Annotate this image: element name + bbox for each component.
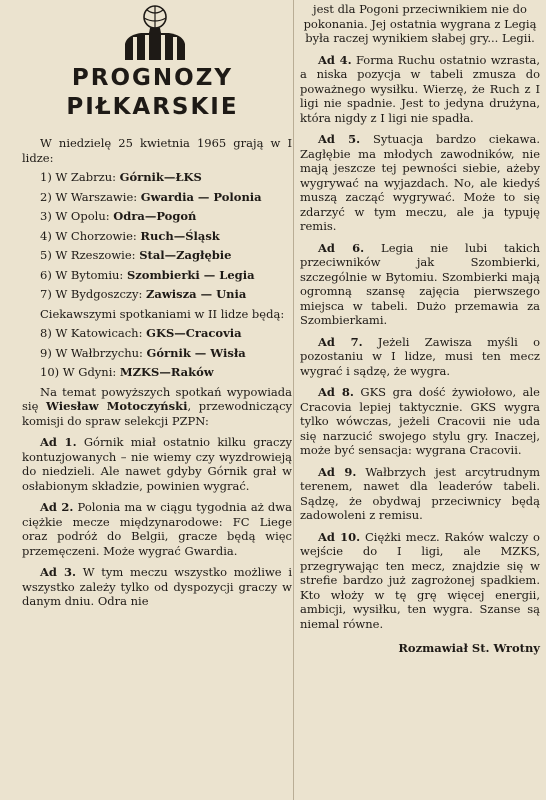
match-item: 8) W Katowicach: GKS—Cracovia [40,326,242,340]
match-item: 1) W Zabrzu: Górnik—ŁKS [40,170,202,184]
ad-paragraph: Ad 5. Sytuacja bardzo ciekawa. Zagłębie ma młodych zawodników, nie mają jeszcze tej pewności siebie, ażeby wygrywać na wyjazdach. No, ale kiedyś muszą zacząć wygrywać. Może to się zdarzyć w tym meczu, ale ja typuję remis. [300,132,540,233]
ad-paragraph: Ad 6. Legia nie lubi takich przeciwników jak Szombierki, szczególnie w Bytomiu. Szombierki mają ogromną szansę zajęcia pierwszego miejsca w tabeli. Dużo przemawia za Szombierkami. [300,240,540,327]
right-column [300,0,540,655]
expert-name: Wiesław Motoczyński [46,399,188,413]
column-rule [293,0,294,800]
match-item: 10) W Gdyni: MZKS—Raków [40,365,214,379]
match-item: 3) W Opolu: Odra—Pogoń [40,209,197,223]
ad-paragraph: Ad 2. Polonia ma w ciągu tygodnia aż dwa ciężkie mecze międzynarodowe: FC Liege oraz podróż do Belgii, gracze będą więc przemęczeni. Może wygrać Gwardia. [22,500,292,558]
match-item: 6) W Bytomiu: Szombierki — Legia [40,267,255,282]
match-item: 5) W Rzeszowie: Stal—Zagłębie [40,248,232,262]
headline-line-1: PROGNOZY [71,65,234,91]
author-signature: Rozmawiał St. Wrotny [398,641,540,655]
first-league-matches [22,170,292,302]
football-player-icon [117,4,193,60]
headline-line-2: PIŁKARSKIE [66,94,239,120]
match-item: 2) W Warszawie: Gwardia — Polonia [40,189,262,204]
ad-paragraph: Ad 4. Forma Ruchu ostatnio wzrasta, a niska pozycja w tabeli zmusza do poważnego wysiłku. Wierzę, że Ruch z I ligi nie spadnie. Jest to jedyna drużyna, która nigdy z I ligi nie spadła. [300,52,540,125]
expert-intro: Na temat powyższych spotkań wypowiada się Wiesław Motoczyński, przewodniczący komisji do spraw selekcji PZPN: [22,384,293,428]
ad-paragraph: Ad 3. W tym meczu wszystko możliwe i wszystko zależy tylko od dyspozycji graczy w danym dniu. Odra nie [22,565,292,608]
ad-paragraph: Ad 1. Górnik miał ostatnio kilku graczy kontuzjowanych – nie wiemy czy wyzdrowieją do niedzieli. Ale nawet gdyby Górnik grał w osłabionym składzie, powinien wygrać. [22,435,292,493]
ad-paragraph: Ad 9. Wałbrzych jest arcytrudnym terenem, nawet dla leaderów tabeli. Sądzę, że obydwaj przeciwnicy będą zadowoleni z remisu. [300,464,540,522]
ad-paragraph: Ad 7. Jeżeli Zawisza myśli o pozostaniu w I lidze, musi ten mecz wygrać i sądzę, że wygra. [300,334,540,378]
match-item: 7) W Bydgoszczy: Zawisza — Unia [40,287,247,301]
article-headline [60,64,245,122]
ad-paragraph: Ad 10. Ciężki mecz. Raków walczy o wejście do I ligi, ale MZKS, przegrywając ten mecz, znajdzie się w strefie bardzo już zagrożonej spadkiem. Kto włoży w tę grę więcej energii, ambicji, wysiłku, ten wygra. Szanse są niemal równe. [300,529,540,631]
left-column [22,0,292,609]
second-league-intro: Ciekawszymi spotkaniami w II lidze będą: [40,306,285,321]
match-item: 9) W Wałbrzychu: Górnik — Wisła [40,345,246,360]
continuation-text: jest dla Pogoni przeciwnikiem nie do pokonania. Jej ostatnia wygrana z Legią była raczej wynikiem słabej gry... Legii. [303,2,537,45]
ad-paragraph: Ad 8. GKS gra dość żywiołowo, ale Cracovia lepiej taktycznie. GKS wygra tylko wówczas, jeżeli Cracovii nie uda się narzucić swojego stylu gry. Inaczej, może być sensacja: wygrana Cracovii. [300,385,540,457]
second-league-matches [22,326,292,380]
intro-text: W niedzielę 25 kwietnia 1965 grają w I lidze: [22,136,292,165]
match-item: 4) W Chorzowie: Ruch—Śląsk [40,228,220,243]
